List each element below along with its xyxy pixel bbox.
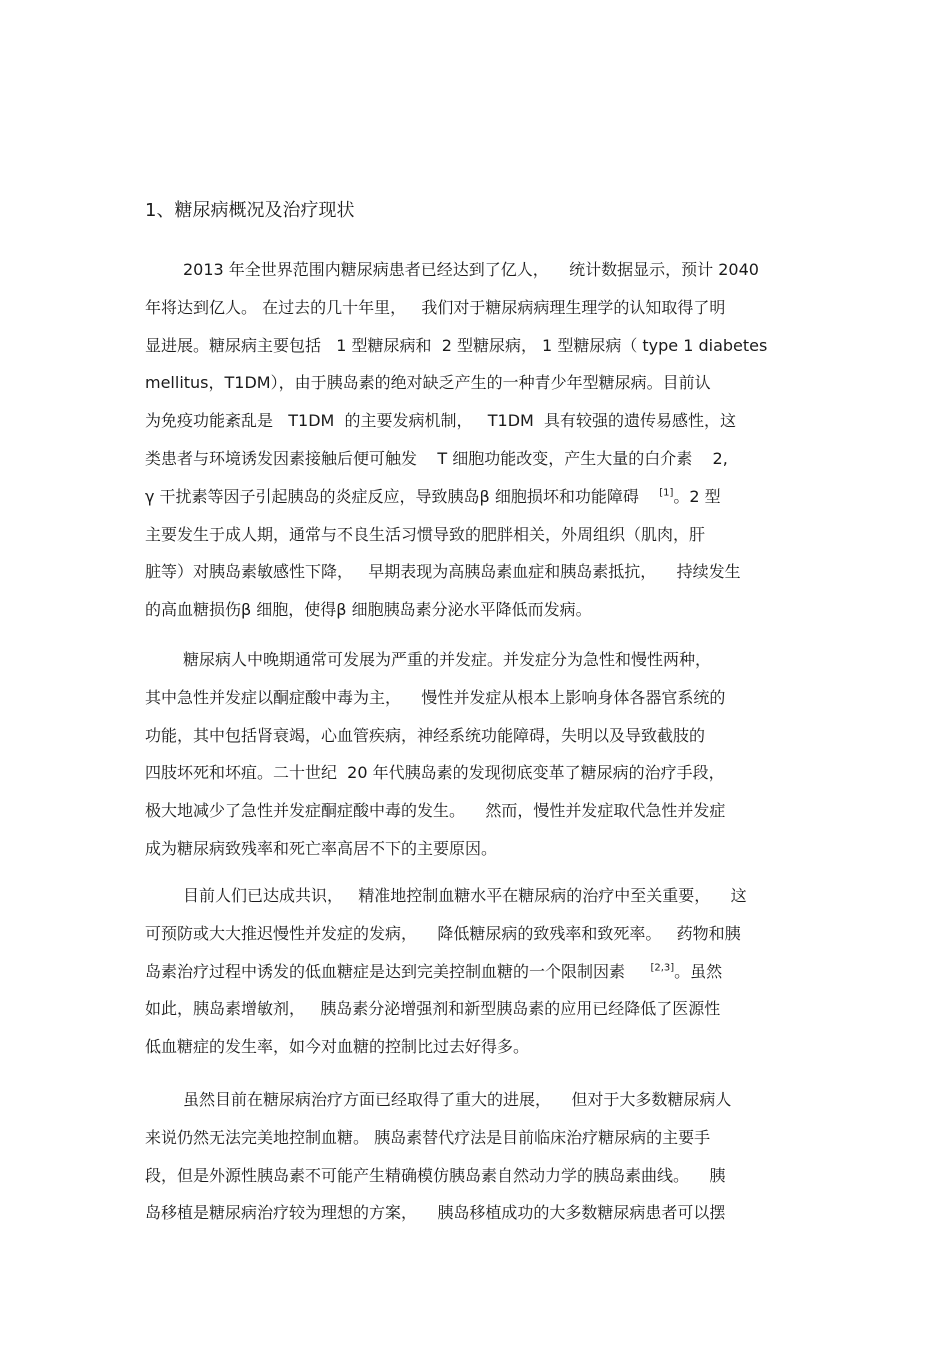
text-line <box>145 1201 725 1225</box>
citation-reference: [1] <box>659 487 674 499</box>
text-line <box>145 409 736 433</box>
line-text: 脏等）对胰岛素敏感性下降， 早期表现为高胰岛素血症和胰岛素抵抗， 持续发生 <box>145 562 741 582</box>
text-line <box>145 334 767 358</box>
text-line <box>145 960 722 984</box>
section-heading: 1、糖尿病概况及治疗现状 <box>145 200 355 221</box>
line-text-after-citation: 。2 型 <box>673 486 721 506</box>
text-line <box>145 686 725 710</box>
line-text: 四肢坏死和坏疽。二十世纪 20 年代胰岛素的发现彻底变革了糖尿病的治疗手段， <box>145 763 725 783</box>
line-text: γ 干扰素等因子引起胰岛的炎症反应，导致胰岛β 细胞损坏和功能障碍 <box>145 486 660 506</box>
line-text: 主要发生于成人期，通常与不良生活习惯导致的肥胖相关，外周组织（肌肉，肝 <box>145 524 706 544</box>
citation-reference: [2,3] <box>650 962 675 974</box>
line-text: 可预防或大大推迟慢性并发症的发病， 降低糖尿病的致残率和致死率。 药物和胰 <box>145 923 741 943</box>
line-text: mellitus，T1DM），由于胰岛素的绝对缺乏产生的一种青少年型糖尿病。目前认 <box>145 373 711 393</box>
text-line <box>145 997 720 1021</box>
text-line <box>145 560 741 584</box>
line-text: 2013 年全世界范围内糖尿病患者已经达到了亿人， 统计数据显示，预计 2040 <box>183 260 759 279</box>
line-text: 段，但是外源性胰岛素不可能产生精确模仿胰岛素自然动力学的胰岛素曲线。 胰 <box>145 1165 726 1185</box>
text-line <box>145 523 705 547</box>
line-text: 类患者与环境诱发因素接触后便可触发 T 细胞功能改变，产生大量的白介素 2, <box>145 449 728 468</box>
text-line <box>183 258 759 282</box>
text-line <box>183 648 711 672</box>
line-text: 岛素治疗过程中诱发的低血糖症是达到完美控制血糖的一个限制因素 <box>145 961 651 981</box>
text-line <box>145 1164 725 1188</box>
text-line <box>145 485 721 509</box>
text-line <box>145 724 705 748</box>
text-line <box>145 922 741 946</box>
line-text: 虽然目前在糖尿病治疗方面已经取得了重大的进展， 但对于大多数糖尿病人 <box>183 1090 732 1109</box>
text-line <box>145 799 725 823</box>
text-line <box>145 371 711 395</box>
text-line <box>145 447 728 471</box>
line-text: 功能，其中包括肾衰竭，心血管疾病，神经系统功能障碍，失明以及导致截肢的 <box>145 725 706 745</box>
line-text-after-citation: 。虽然 <box>674 961 723 981</box>
line-text: 年将达到亿人。 在过去的几十年里， 我们对于糖尿病病理生理学的认知取得了明 <box>145 297 726 317</box>
line-text: 低血糖症的发生率，如今对血糖的控制比过去好得多。 <box>145 1037 530 1057</box>
text-line <box>145 296 725 320</box>
line-text: 为免疫功能紊乱是 T1DM 的主要发病机制， T1DM 具有较强的遗传易感性，这 <box>145 411 737 431</box>
text-line <box>145 837 497 861</box>
line-text: 糖尿病人中晚期通常可发展为严重的并发症。并发症分为急性和慢性两种， <box>183 650 712 669</box>
text-line <box>183 884 747 908</box>
line-text: 极大地减少了急性并发症酮症酸中毒的发生。 然而，慢性并发症取代急性并发症 <box>145 801 726 821</box>
text-line <box>145 1126 710 1150</box>
line-text: 目前人们已达成共识， 精准地控制血糖水平在糖尿病的治疗中至关重要， 这 <box>183 886 747 905</box>
text-line <box>145 598 592 622</box>
line-text: 如此，胰岛素增敏剂， 胰岛素分泌增强剂和新型胰岛素的应用已经降低了医源性 <box>145 999 721 1019</box>
line-text: 岛移植是糖尿病治疗较为理想的方案， 胰岛移植成功的大多数糖尿病患者可以摆 <box>145 1203 726 1223</box>
line-text: 来说仍然无法完美地控制血糖。 胰岛素替代疗法是目前临床治疗糖尿病的主要手 <box>145 1127 711 1147</box>
line-text: 其中急性并发症以酮症酸中毒为主， 慢性并发症从根本上影响身体各器官系统的 <box>145 687 726 707</box>
line-text: 显进展。糖尿病主要包括 1 型糖尿病和 2 型糖尿病， 1 型糖尿病（ type 1 diabetes <box>145 335 768 355</box>
text-line <box>183 1088 731 1112</box>
text-line <box>145 1035 529 1059</box>
text-line <box>145 761 725 785</box>
line-text: 成为糖尿病致残率和死亡率高居不下的主要原因。 <box>145 839 498 858</box>
line-text: 的高血糖损伤β 细胞，使得β 细胞胰岛素分泌水平降低而发病。 <box>145 600 592 620</box>
